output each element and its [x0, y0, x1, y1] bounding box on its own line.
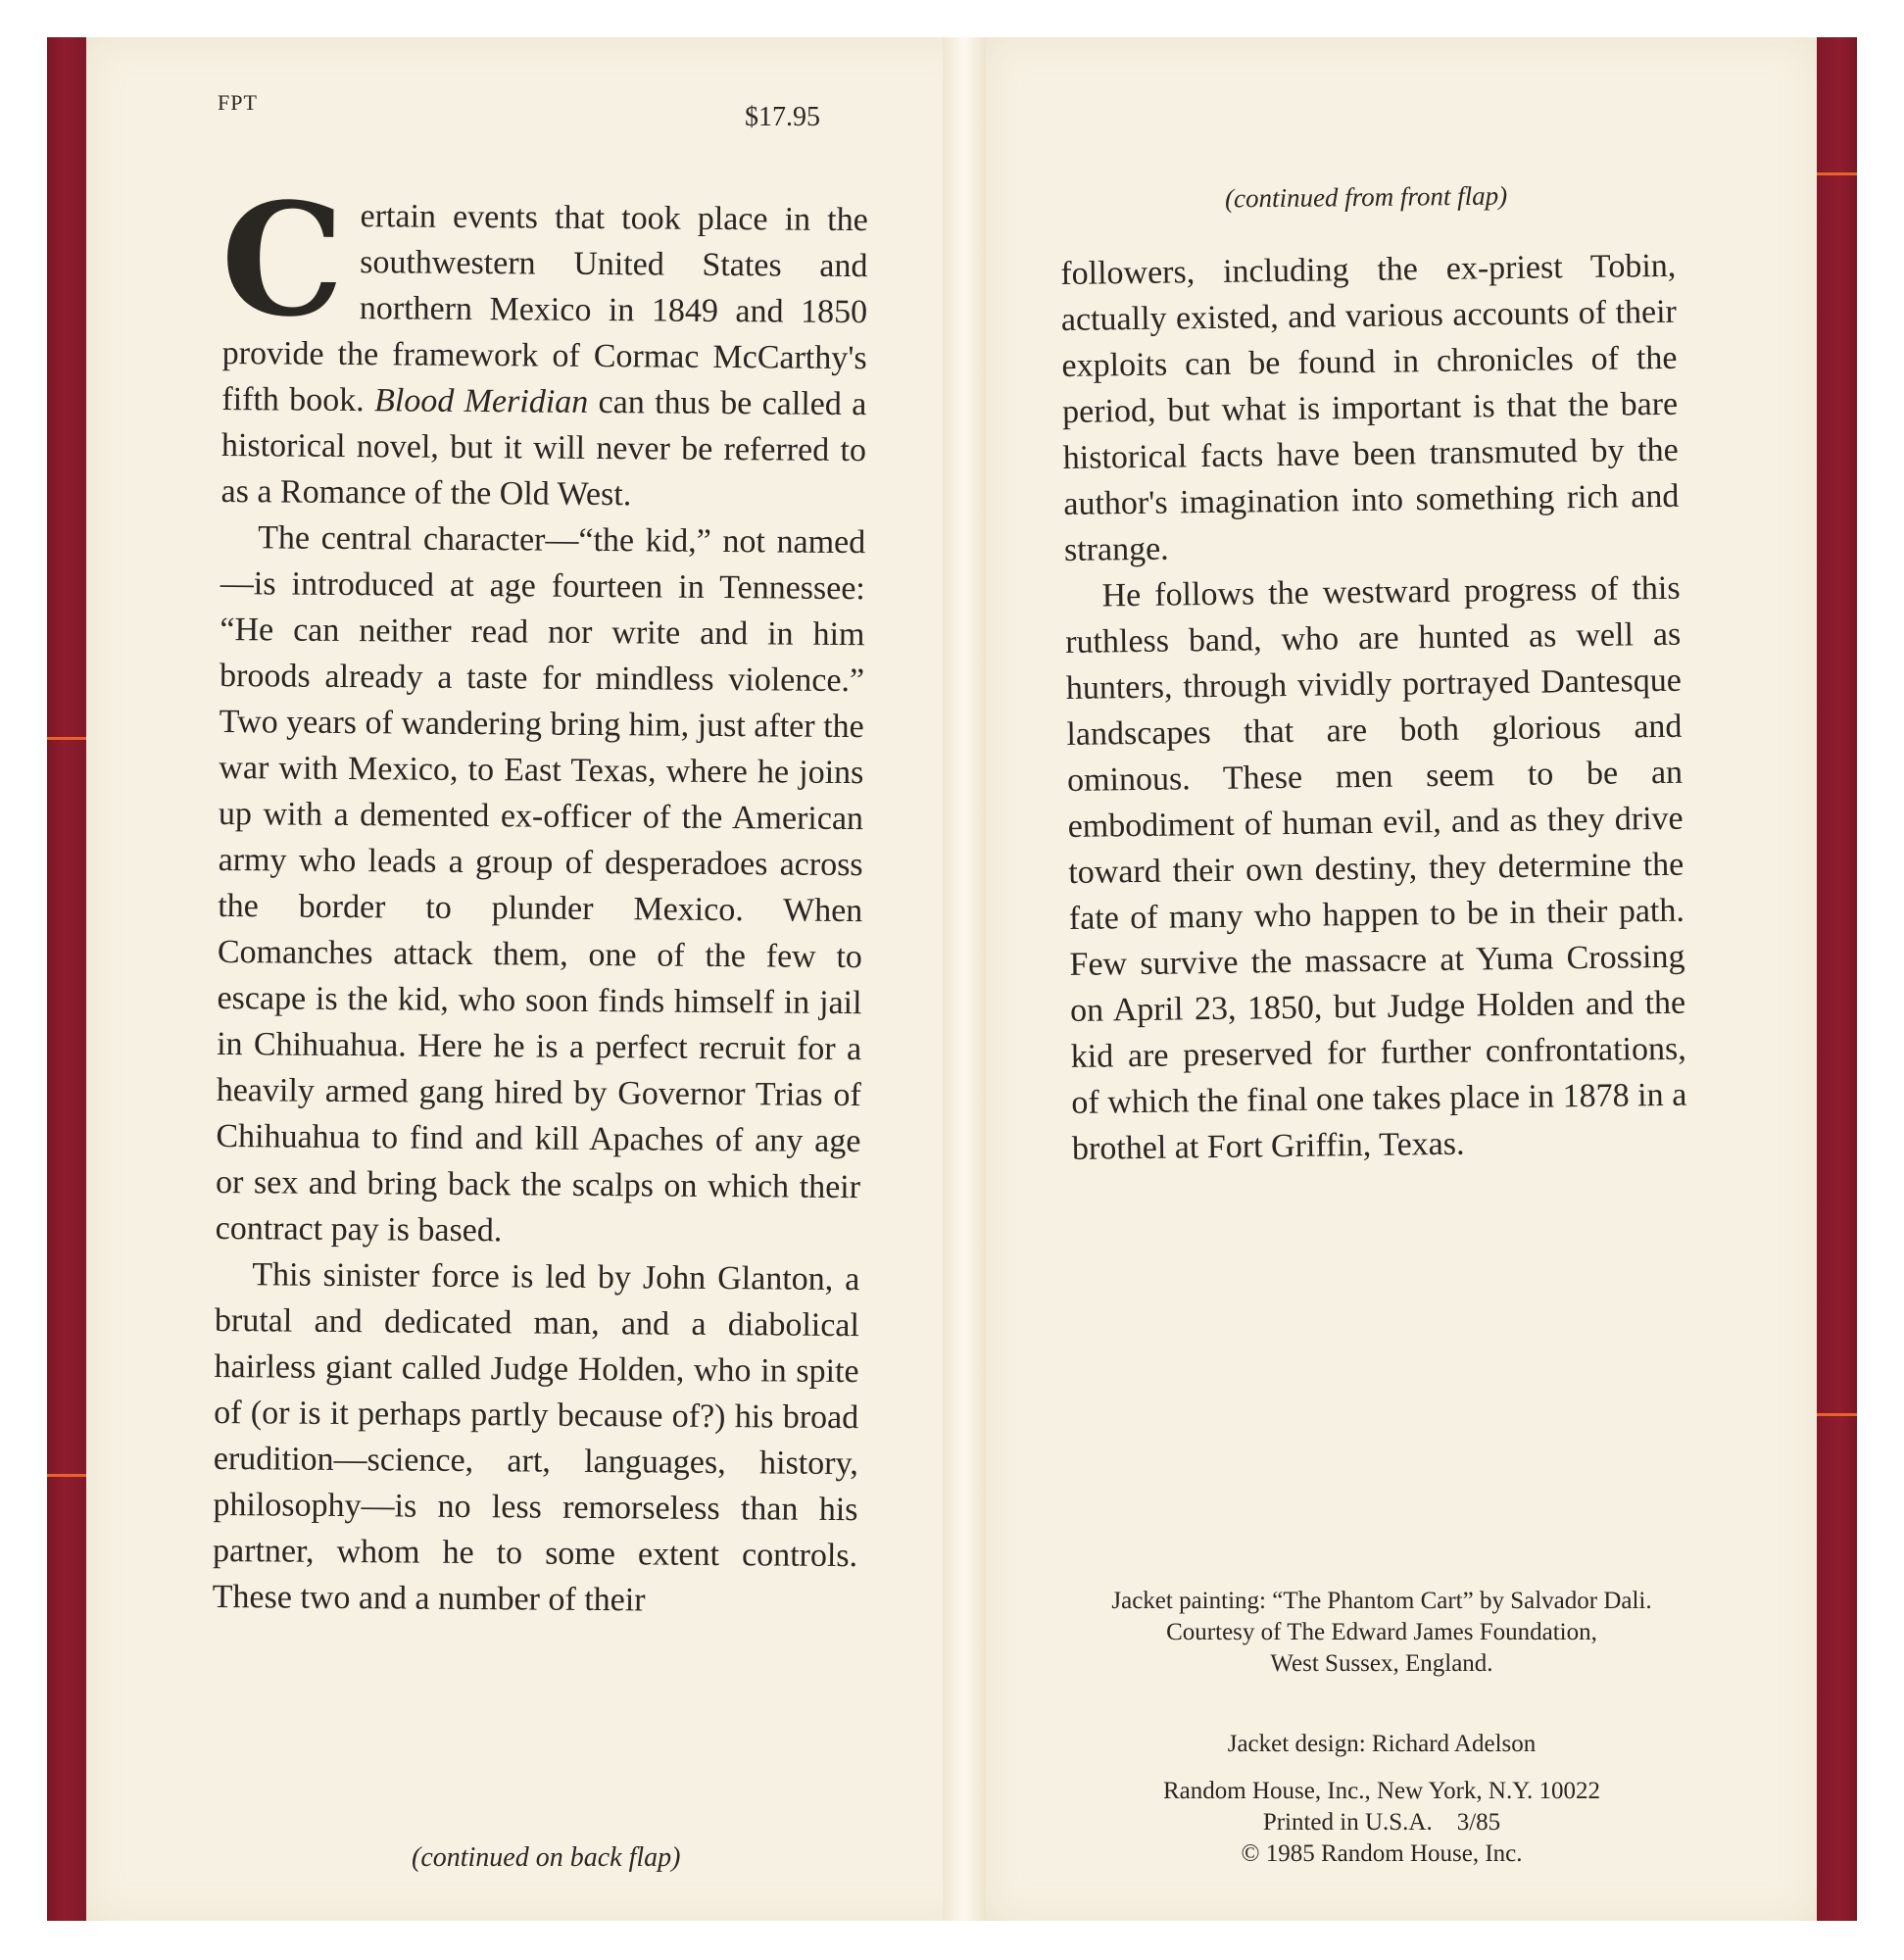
front-paragraph-3: This sinister force is led by John Glanton, a brutal and dedicated man, and a diabolical hairless giant called Judge Holden, who in spite of (or is it perhaps partly because of?) his broad erudition—science, art, languages, history, philosophy—is no less remorseless than his partner, whom he to some extent controls. These two and a number of their	[212, 1256, 860, 1619]
registration-mark	[47, 737, 88, 740]
left-spine-edge	[47, 37, 88, 1921]
back-paragraph-2: He follows the westward progress of this ruthless band, who are hunted as well as hunters, through vividly portrayed Dantesque landscapes that are both glorious and ominous. These men seem to be an embodiment of human evil, and as they drive toward their own destiny, they determine the fate of many who happen to be in their path. Few survive the massacre at Yuma Crossing on April 23, 1850, but Judge Holden and the kid are preserved for further confrontations, of which the final one takes place in 1878 in a brothel at Fort Griffin, Texas.	[1064, 569, 1687, 1167]
flap-fold-gap	[943, 37, 986, 1921]
registration-mark	[47, 1474, 88, 1477]
painting-credit	[1039, 1586, 1725, 1680]
credit-line: Jacket painting: “The Phantom Cart” by Salvador Dali.	[1111, 1588, 1652, 1614]
front-paragraph-2: The central character—“the kid,” not named—is introduced at age fourteen in Tennessee: “He can neither read nor write and in him broods already a taste for mindless violence.” Two years of wandering bring him, just after the war with Mexico, to East Texas, where he joins up with a demented ex-officer of the American army who leads a group of desperadoes across the border to plunder Mexico. When Comanches attack them, one of the few to escape is the kid, who soon finds himself in jail in Chihuahua. Here he is a perfect recruit for a heavily armed gang hired by Governor Trias of Chihuahua to find and kill Apaches of any age or sex and bring back the scalps on which their contract pay is based.	[215, 519, 866, 1250]
back-flap-text	[1060, 243, 1687, 1172]
front-paragraph-1	[220, 169, 868, 519]
publisher-line: Printed in U.S.A. 3/85	[1262, 1809, 1501, 1836]
publisher-info	[1039, 1776, 1725, 1870]
credit-line: West Sussex, England.	[1270, 1650, 1493, 1677]
continued-from-front-note: (continued from front flap)	[1224, 180, 1508, 214]
front-p1-text-a: ertain events that took place in the southwestern United States and northern Mexico in 1849 and 1850 provide the framework of Cormac McCarthy's fifth book.	[221, 198, 868, 419]
flap-code: FPT	[218, 90, 258, 115]
front-p1-text-b: can thus be called a historical novel, but it will never be referred to as a Romance of the Old West.	[220, 383, 867, 514]
continued-on-back-note: (continued on back flap)	[412, 1842, 681, 1873]
book-title: Blood Meridian	[373, 382, 589, 420]
credit-line: Jacket design: Richard Adelson	[1227, 1731, 1537, 1757]
registration-mark	[1816, 1413, 1857, 1416]
drop-cap: C	[220, 169, 345, 352]
back-paragraph-1: followers, including the ex-priest Tobin, actually existed, and various accounts of their exploits can be found in chronicles of the period, but what is important is that the bare historical facts have been transmuted by the author's imagination into something rich and strange.	[1060, 247, 1680, 568]
publisher-line: © 1985 Random House, Inc.	[1241, 1840, 1523, 1867]
publisher-line: Random House, Inc., New York, N.Y. 10022	[1162, 1778, 1601, 1804]
registration-mark	[1816, 172, 1857, 175]
front-flap-text	[212, 169, 868, 1625]
price-label: $17.95	[745, 102, 820, 132]
design-credit	[1039, 1729, 1725, 1760]
right-spine-edge	[1816, 37, 1857, 1921]
credit-line: Courtesy of The Edward James Foundation,	[1166, 1619, 1597, 1645]
